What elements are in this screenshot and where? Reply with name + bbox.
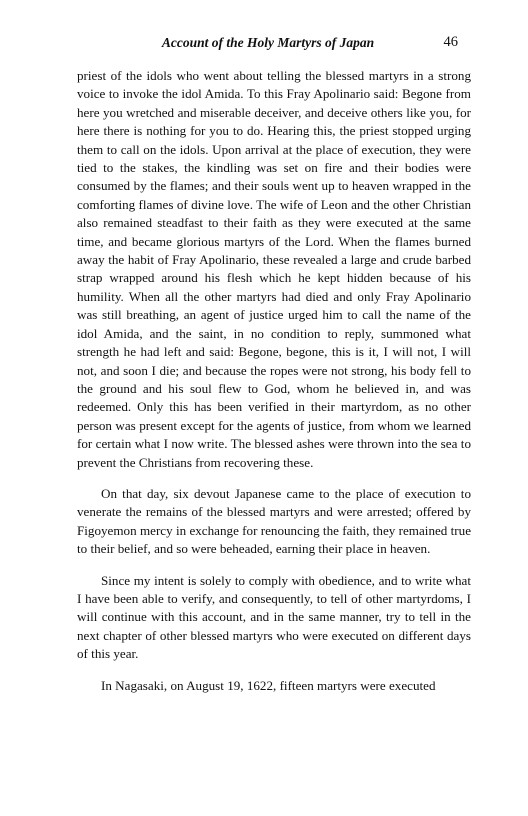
paragraph: Since my intent is solely to comply with obedience, and to write what I have been able to verify, and consequently, to tell of other martyrdoms, I will continue with this account, and in the same manner, try to tell in the next chapter of other blessed martyrs who were executed on different days of this year.: [77, 572, 471, 662]
page-number: 46: [443, 34, 458, 50]
document-body: [77, 67, 471, 708]
paragraph: In Nagasaki, on August 19, 1622, fifteen martyrs were executed: [101, 677, 436, 693]
paragraph-continued: priest of the idols who went about telling the blessed martyrs in a strong voice to invoke the idol Amida. To this Fray Apolinario said: Begone from here you wretched and miserable deceiver, and deceive others like you, for here there is nothing for you to do. Hearing this, the priest stopped urging them to call on the idols. Upon arrival at the place of execution, they were tied to the stakes, the kindling was set on fire and their bodies were consumed by the flames; and their souls went up to heaven wrapped in the comforting flames of divine love. The wife of Leon and the other Christian also remained steadfast to their faith as they were executed at the same time, and became glorious martyrs of the Lord. When the flames burned away the habit of Fray Apolinario, these revealed a large and crude barbed strap wrapped around his flesh which he kept hidden because of his humility. When all the other martyrs had died and only Fray Apolinario was still breathing, an agent of justice urged him to call the name of the idol Amida, and the saint, in no condition to reply, summoned what strength he had left and said: Begone, begone, this is it, I will not, I will not, and soon I die; and because the ropes were not strong, his body fell to the ground and his soul flew to God, whom he believed in, and was redeemed. Only this has been verified in their martyrdom, as no other person was present except for the agents of justice, from whom we learned for certain what I now write. The blessed ashes were thrown into the sea to prevent the Christians from recovering these.: [77, 68, 471, 470]
running-header: [0, 34, 528, 54]
paragraph: On that day, six devout Japanese came to the place of execution to venerate the remains of the blessed martyrs and were arrested; offered by Figoyemon mercy in exchange for renouncing the faith, they remained true to their belief, and so were beheaded, earning their place in heaven.: [77, 485, 471, 557]
running-title: Account of the Holy Martyrs of Japan: [161, 35, 375, 50]
